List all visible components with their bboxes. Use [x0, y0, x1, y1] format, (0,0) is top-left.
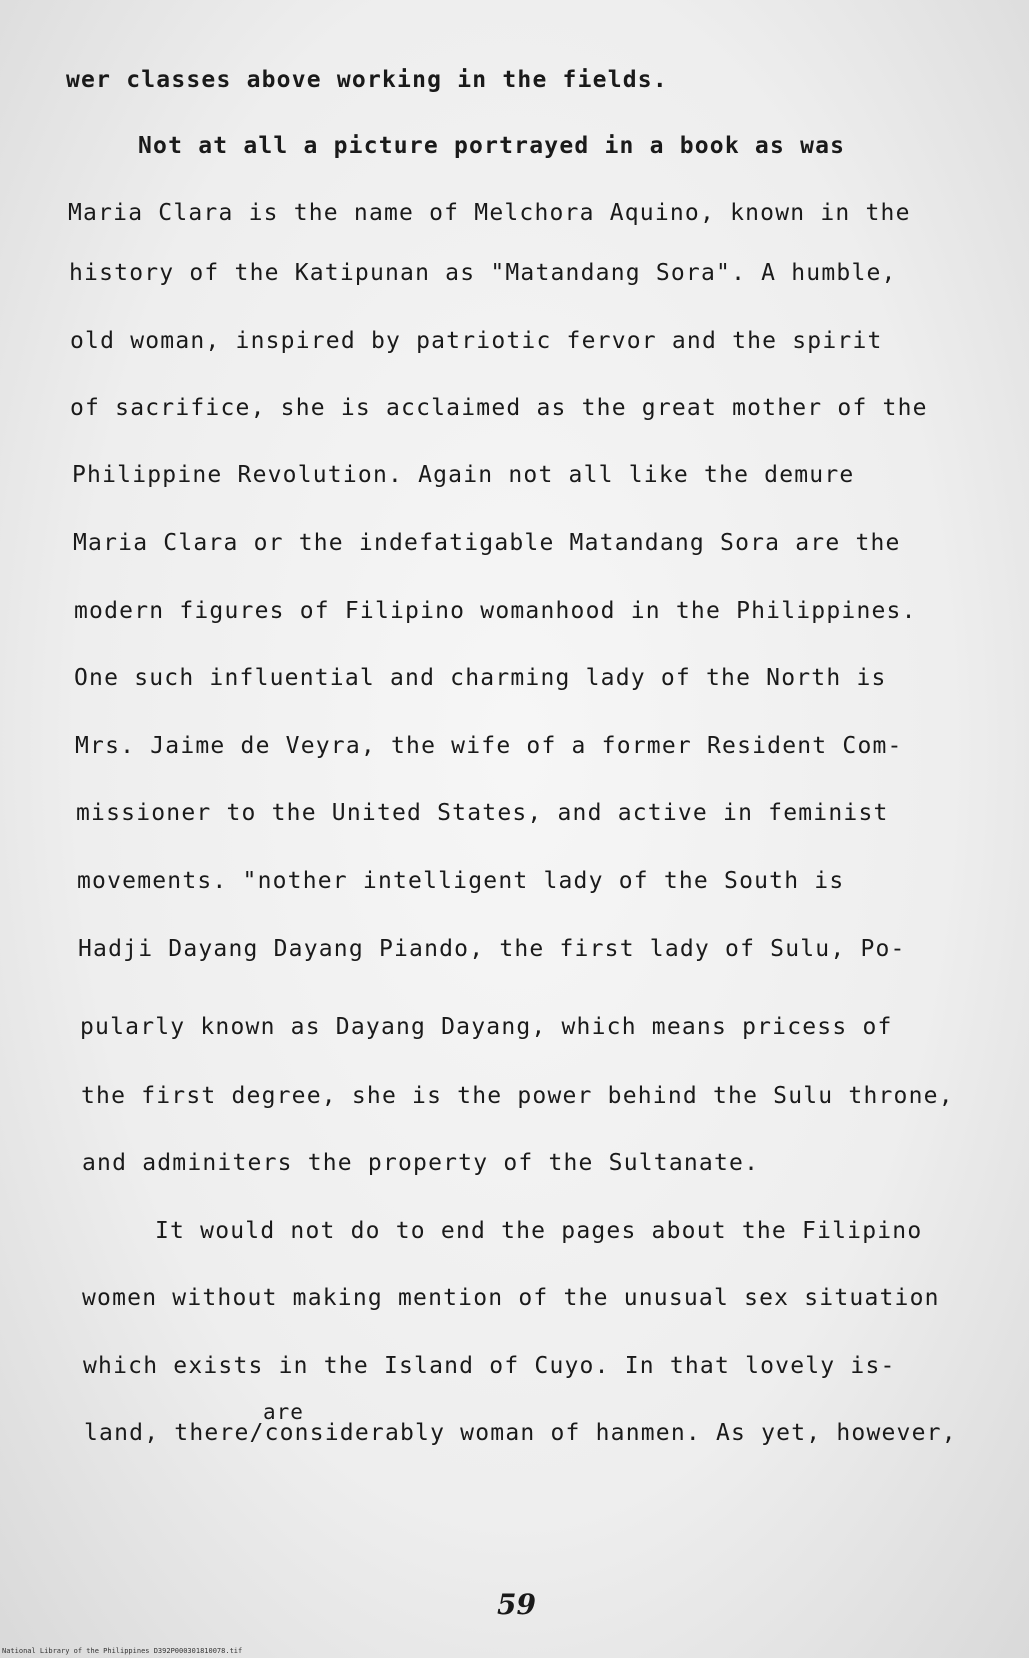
text-line: modern figures of Filipino womanhood in the Philippines.: [74, 598, 917, 624]
text-line: history of the Katipunan as "Matandang Sora". A humble,: [69, 260, 897, 286]
text-line: It would not do to end the pages about the Filipino: [155, 1218, 923, 1244]
text-line: Maria Clara is the name of Melchora Aquino, known in the: [68, 200, 911, 226]
text-line: of sacrifice, she is acclaimed as the great mother of the: [70, 395, 928, 421]
text-line: pularly known as Dayang Dayang, which means pricess of: [80, 1014, 893, 1040]
text-line: Not at all a picture portrayed in a book as was: [138, 133, 846, 159]
text-line: women without making mention of the unusual sex situation: [82, 1285, 940, 1311]
text-line: Philippine Revolution. Again not all like the demure: [72, 462, 855, 488]
text-line: wer classes above working in the fields.: [66, 67, 668, 93]
text-line: One such influential and charming lady of the North is: [74, 665, 887, 691]
interlinear-insert: are: [263, 1400, 304, 1424]
page-number: 59: [497, 1588, 536, 1621]
text-line: land, there/considerably woman of hanmen. As yet, however,: [84, 1420, 957, 1446]
text-line: Maria Clara or the indefatigable Matandang Sora are the: [73, 530, 901, 556]
text-line: missioner to the United States, and active in feminist: [76, 800, 889, 826]
text-line: and adminiters the property of the Sultanate.: [82, 1150, 760, 1176]
text-line: Mrs. Jaime de Veyra, the wife of a former Resident Com-: [75, 733, 903, 759]
text-line: Hadji Dayang Dayang Piando, the first lady of Sulu, Po-: [78, 936, 906, 962]
text-line: the first degree, she is the power behind the Sulu throne,: [81, 1083, 954, 1109]
text-line: movements. "nother intelligent lady of the South is: [77, 868, 845, 894]
footer-caption: National Library of the Philippines D392P000301810078.tif: [2, 1647, 243, 1655]
text-line: old woman, inspired by patriotic fervor and the spirit: [70, 328, 883, 354]
text-line: which exists in the Island of Cuyo. In that lovely is-: [83, 1353, 896, 1379]
